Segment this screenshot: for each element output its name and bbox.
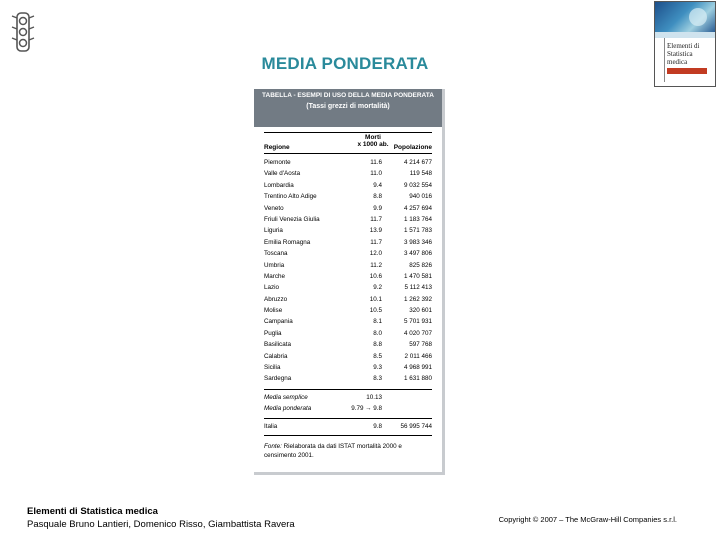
row-region: Abruzzo	[264, 295, 288, 303]
row-region: Valle d'Aosta	[264, 170, 301, 178]
table-row	[264, 282, 432, 293]
row-population: 4 968 991	[403, 364, 432, 372]
table-row	[264, 157, 432, 168]
weighted-mean-label: Media ponderata	[264, 405, 312, 413]
row-deaths: 10.5	[369, 307, 382, 315]
table-row	[264, 180, 432, 191]
weighted-mean-row	[264, 403, 432, 414]
row-region: Veneto	[264, 204, 284, 212]
row-population: 1 631 880	[403, 375, 432, 383]
slide-title: MEDIA PONDERATA	[261, 54, 429, 73]
row-region: Basilicata	[264, 341, 291, 349]
book-cover-title-line: Statistica	[667, 50, 693, 58]
table-row	[264, 328, 432, 339]
row-region: Calabria	[264, 352, 288, 360]
row-deaths: 11.0	[370, 170, 382, 178]
row-population: 9 032 554	[403, 181, 432, 189]
row-population: 4 214 677	[403, 159, 432, 166]
row-deaths: 13.9	[369, 227, 382, 235]
row-population: 2 011 466	[404, 352, 432, 360]
row-deaths: 11.7	[370, 215, 382, 223]
table-row	[264, 168, 432, 179]
row-region: Toscana	[264, 250, 288, 258]
row-deaths: 9.9	[373, 204, 382, 212]
table-row	[264, 214, 432, 225]
table-row	[264, 271, 432, 282]
row-deaths: 10.6	[369, 272, 382, 280]
column-header-population: Popolazione	[393, 144, 432, 151]
total-deaths: 9.8	[373, 422, 382, 430]
column-header-deaths-line2: x 1000 ab.	[357, 141, 389, 148]
table-row	[264, 225, 432, 236]
row-region: Sardegna	[264, 375, 292, 383]
source-note	[264, 436, 432, 460]
row-population: 1 571 783	[403, 227, 432, 235]
table-row	[264, 316, 432, 327]
book-cover-image	[654, 1, 716, 87]
traffic-light-icon	[10, 12, 36, 52]
source-label: Fonte:	[264, 442, 282, 450]
table-row	[264, 305, 432, 316]
row-region: Lazio	[264, 284, 280, 292]
table-row	[264, 260, 432, 271]
table-header	[254, 89, 442, 127]
mortality-table	[254, 89, 445, 475]
table-row	[264, 339, 432, 350]
row-population: 320 601	[409, 307, 432, 315]
row-deaths: 8.5	[373, 352, 382, 360]
total-population: 56 995 744	[400, 422, 432, 430]
row-population: 4 257 694	[403, 204, 432, 212]
total-row	[264, 421, 432, 432]
row-region: Puglia	[264, 329, 282, 337]
simple-mean-value: 10.13	[366, 393, 382, 401]
row-region: Umbria	[264, 261, 285, 269]
table-subcaption: (Tassi grezzi di mortalità)	[306, 103, 390, 110]
row-deaths: 8.1	[373, 318, 382, 326]
row-region: Campania	[264, 318, 293, 326]
simple-mean-row	[264, 392, 432, 403]
table-row	[264, 191, 432, 202]
row-deaths: 8.0	[373, 329, 382, 337]
table-row	[264, 373, 432, 384]
row-deaths: 8.8	[373, 193, 382, 201]
row-population: 825 826	[409, 261, 432, 269]
row-population: 5 112 413	[404, 284, 432, 292]
simple-mean-label: Media semplice	[264, 393, 308, 401]
table-row	[264, 351, 432, 362]
table-row	[264, 237, 432, 248]
row-population: 1 262 392	[403, 295, 432, 303]
book-cover-title-line: Elementi di	[667, 42, 700, 50]
column-header-deaths-line1: Morti	[365, 134, 381, 141]
row-region: Trentino Alto Adige	[264, 193, 317, 201]
row-population: 3 983 346	[403, 238, 432, 246]
row-deaths: 8.3	[373, 375, 382, 383]
column-header-deaths	[348, 134, 398, 148]
table-rows	[264, 157, 432, 385]
row-deaths: 9.3	[373, 364, 382, 372]
row-deaths: 11.7	[370, 238, 382, 246]
weighted-mean-value: 9.79 → 9.8	[351, 405, 382, 413]
source-text: Rielaborata da dati ISTAT mortalità 2000 e censimento 2001.	[264, 442, 402, 459]
footer-credits	[27, 505, 295, 531]
row-region: Marche	[264, 272, 285, 280]
row-region: Sicilia	[264, 364, 281, 372]
column-headers	[264, 133, 432, 153]
row-population: 5 701 931	[403, 318, 432, 326]
table-row	[264, 294, 432, 305]
row-deaths: 10.1	[369, 295, 382, 303]
row-region: Piemonte	[264, 159, 291, 166]
row-deaths: 9.4	[373, 181, 382, 189]
row-region: Emilia Romagna	[264, 238, 311, 246]
row-population: 597 768	[409, 341, 432, 349]
row-deaths: 11.6	[370, 159, 382, 166]
table-row	[264, 362, 432, 373]
footer-authors: Pasquale Bruno Lantieri, Domenico Risso, Giambattista Ravera	[27, 519, 295, 530]
row-deaths: 11.2	[370, 261, 382, 269]
book-cover-title-line: medica	[667, 58, 688, 66]
total-label: Italia	[264, 422, 278, 430]
row-population: 3 497 806	[403, 250, 432, 258]
row-region: Friuli Venezia Giulia	[264, 215, 320, 223]
table-row	[264, 248, 432, 259]
table-row	[264, 203, 432, 214]
column-header-region: Regione	[264, 144, 290, 151]
footer-book-title: Elementi di Statistica medica	[27, 506, 158, 517]
row-population: 119 548	[409, 170, 432, 178]
row-deaths: 9.2	[373, 284, 382, 292]
row-region: Molise	[264, 307, 283, 315]
row-population: 1 470 581	[403, 272, 432, 280]
row-deaths: 12.0	[369, 250, 382, 258]
copyright-notice: Copyright © 2007 – The McGraw-Hill Companies s.r.l.	[498, 515, 677, 524]
row-population: 4 020 707	[403, 329, 432, 337]
table-caption: TABELLA - ESEMPI DI USO DELLA MEDIA PONDERATA	[262, 92, 434, 99]
row-region: Lombardia	[264, 181, 294, 189]
row-population: 940 016	[409, 193, 432, 201]
row-population: 1 183 764	[403, 215, 432, 223]
row-region: Liguria	[264, 227, 283, 235]
row-deaths: 8.8	[373, 341, 382, 349]
